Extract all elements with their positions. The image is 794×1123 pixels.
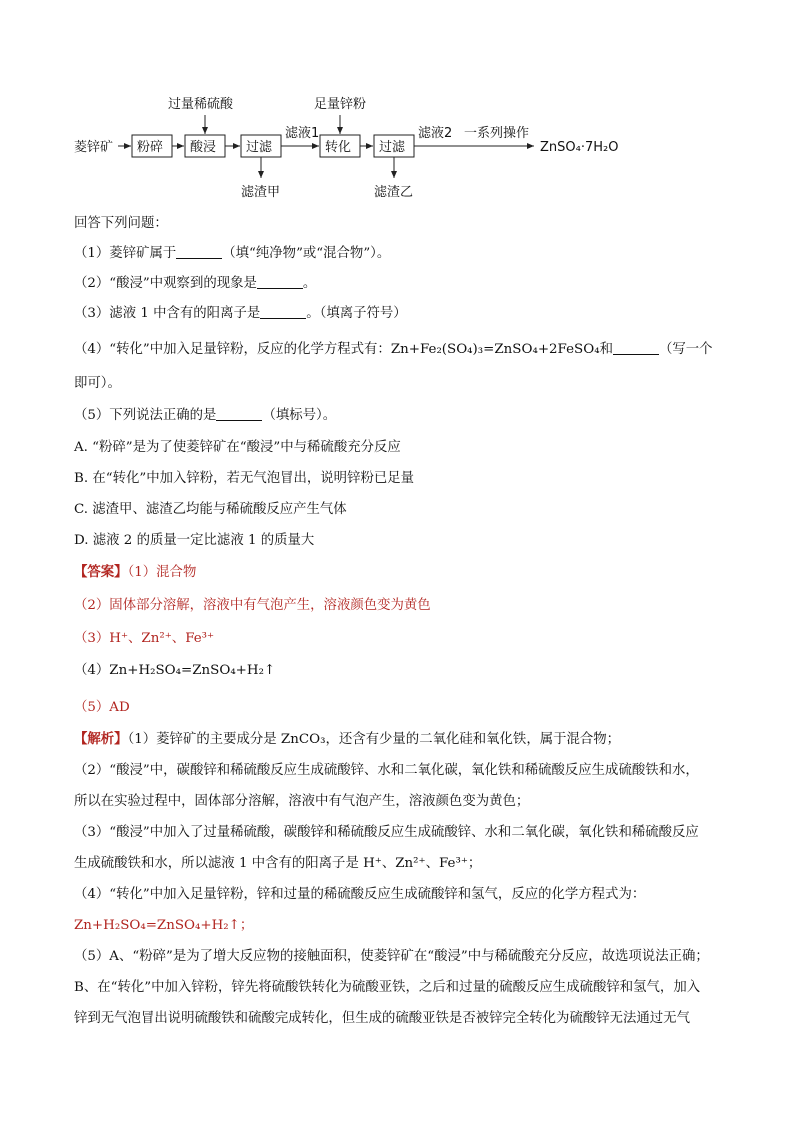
filtrate-1-label: 滤液1 [285,126,320,141]
step-label-crush: 粉碎 [137,140,164,155]
analysis-label: 【解析】 [74,731,128,747]
residue-a-label: 滤渣甲 [241,185,281,200]
answer-blank [613,341,659,355]
analysis-2a: （2）“酸浸”中，碳酸锌和稀硫酸反应生成硫酸锌、水和二氧化碳，氧化铁和稀硫酸反应生成硫酸铁和水， [74,763,699,778]
step-label-acid-leach: 酸浸 [190,140,217,155]
question-text: （写一个 [658,342,713,357]
intro: 回答下列问题： [74,216,168,231]
step-label-transform: 转化 [325,140,352,155]
reagent-zinc-label: 足量锌粉 [314,97,367,112]
question-text: （填“纯净物”或“混合物”）。 [222,246,391,261]
question-text: （4）“转化”中加入足量锌粉，反应的化学方程式有： [74,342,391,357]
answer-blank [257,275,303,289]
answer-text: （1）混合物 [127,565,197,580]
answer-label: 【答案】 [74,564,128,580]
filtrate-2-label: 滤液2 [418,126,453,141]
series-operations-label: 一系列操作 [464,126,530,141]
product-label: ZnSO₄·7H₂O [540,140,619,155]
step-label-filter-1: 过滤 [246,140,273,155]
option-d: D. 滤液 2 的质量一定比滤液 1 的质量大 [74,533,315,548]
analysis-1 [74,728,620,747]
answer-1 [74,561,196,580]
question-text: 。 [302,276,317,291]
question-5 [74,404,336,423]
answer-3: （3）H⁺、Zn²⁺、Fe³⁺ [74,631,215,646]
analysis-3a: （3）“酸浸”中加入了过量稀硫酸，碳酸锌和稀硫酸反应生成硫酸锌、水和二氧化碳，氧化铁和稀硫酸反应 [74,825,699,840]
question-1 [74,242,390,261]
option-a: A. “粉碎”是为了使菱锌矿在“酸浸”中与稀硫酸充分反应 [74,440,401,455]
question-4 [74,338,713,357]
analysis-5a: （5）A、“粉碎”是为了增大反应物的接触面积，使菱锌矿在“酸浸”中与稀硫酸充分反应，故选项说法正确； [74,949,709,964]
analysis-4a: （4）“转化”中加入足量锌粉，锌和过量的稀硫酸反应生成硫酸锌和氢气，反应的化学方程式为： [74,887,646,902]
question-text: 和 [599,342,613,357]
question-text: （3）滤液 1 中含有的阳离子是 [74,306,261,321]
analysis-3b: 生成硫酸铁和水，所以滤液 1 中含有的阳离子是 H⁺、Zn²⁺、Fe³⁺； [74,856,482,871]
question-text: 。（填离子符号） [306,306,407,321]
question-2 [74,272,316,291]
answer-2: （2）固体部分溶解，溶液中有气泡产生，溶液颜色变为黄色 [74,598,431,613]
step-label-filter-2: 过滤 [379,140,406,155]
chemical-equation: Zn+Fe₂(SO₄)₃=ZnSO₄+2FeSO₄ [390,342,600,357]
analysis-2b: 所以在实验过程中，固体部分溶解，溶液中有气泡产生，溶液颜色变为黄色； [74,794,530,809]
question-text: （1）菱锌矿属于 [74,246,177,261]
analysis-5c: 锌到无气泡冒出说明硫酸铁和硫酸完成转化，但生成的硫酸亚铁是否被锌完全转化为硫酸锌无法通过无气 [74,1011,690,1026]
question-text: （2）“酸浸”中观察到的现象是 [74,276,257,291]
answer-blank [260,305,306,319]
analysis-4b: Zn+H₂SO₄=ZnSO₄+H₂↑； [74,918,254,933]
question-text: （填标号）。 [262,408,337,423]
question-4-cont: 即可）。 [74,376,121,391]
question-text: （5）下列说法正确的是 [74,408,217,423]
start-material-label: 菱锌矿 [74,140,114,155]
residue-b-label: 滤渣乙 [374,185,414,200]
analysis-text: （1）菱锌矿的主要成分是 ZnCO₃，还含有少量的二氧化硅和氧化铁，属于混合物； [127,732,621,747]
answer-5: （5）AD [74,700,130,715]
option-c: C. 滤渣甲、滤渣乙均能与稀硫酸反应产生气体 [74,502,347,517]
process-flowchart [0,0,794,210]
answer-blank [176,245,222,259]
analysis-5b: B、在“转化”中加入锌粉，锌先将硫酸铁转化为硫酸亚铁，之后和过量的硫酸反应生成硫酸锌和氢气，加入 [74,980,701,995]
answer-blank [216,407,262,421]
question-3 [74,302,407,321]
reagent-acid-label: 过量稀硫酸 [168,97,234,112]
answer-4: （4）Zn+H₂SO₄=ZnSO₄+H₂↑ [74,663,276,678]
option-b: B. 在“转化”中加入锌粉，若无气泡冒出，说明锌粉已足量 [74,471,415,486]
